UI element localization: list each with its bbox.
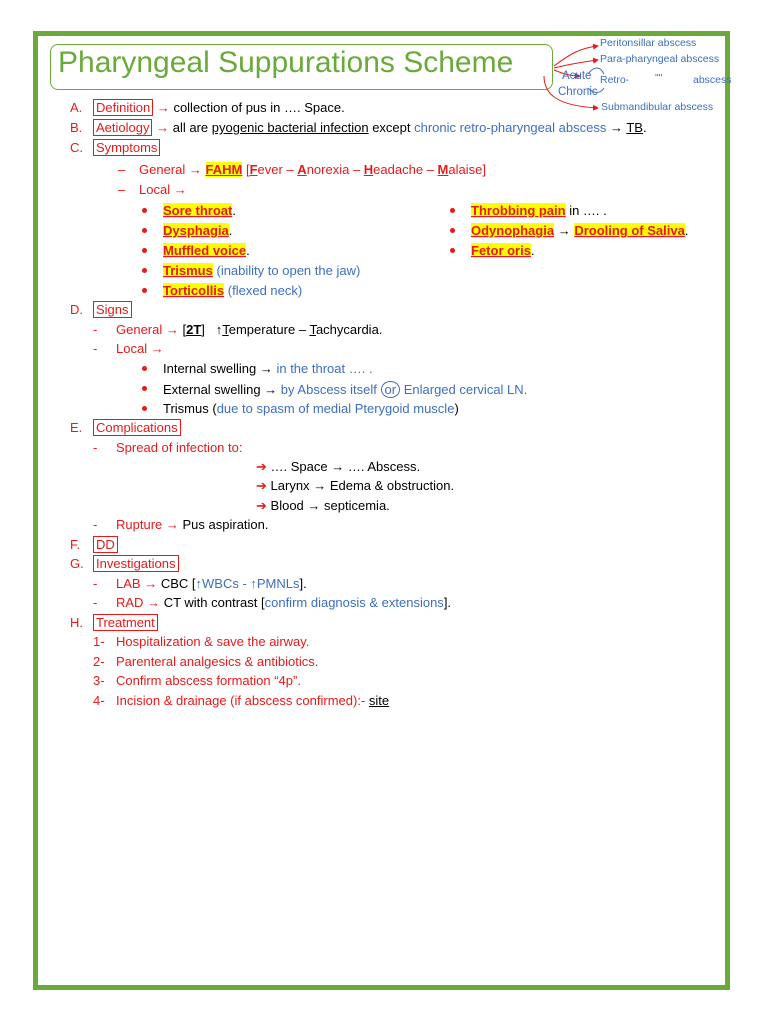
list-item: Incision & drainage (if abscess confirmed):- site <box>116 693 390 708</box>
list-number: 4- <box>93 693 105 708</box>
dash: - <box>93 440 98 455</box>
symptoms-local-row <box>139 182 187 197</box>
section-f-row <box>93 537 118 552</box>
dash: - <box>93 576 98 591</box>
bullet-icon <box>450 228 455 233</box>
list-item: Trismus (inability to open the jaw) <box>163 263 361 278</box>
page-title: Pharyngeal Suppurations Scheme <box>58 46 514 79</box>
fahm-highlight: FAHM <box>205 162 243 177</box>
arrow-icon: → <box>165 322 179 337</box>
local-label: Local <box>139 182 171 197</box>
list-item: ➔ …. Space → …. Abscess. <box>256 459 421 474</box>
signs-label: Signs <box>93 301 132 318</box>
arrow-icon: → <box>156 100 170 115</box>
section-b-letter: B. <box>70 120 83 135</box>
or-circle: or <box>381 381 401 398</box>
symptoms-general-row <box>139 162 486 177</box>
complications-label: Complications <box>93 419 181 436</box>
aetiology-label: Aetiology <box>93 119 152 136</box>
bullet-icon <box>142 208 147 213</box>
section-a-letter: A. <box>70 100 83 115</box>
list-item: Fetor oris. <box>471 243 535 258</box>
list-item: ➔ Larynx → Edema & obstruction. <box>256 478 455 493</box>
list-item: Odynophagia → Drooling of Saliva. <box>471 223 689 238</box>
dash: – <box>118 162 126 177</box>
list-item: External swelling → by Abscess itself or Enlarged cervical LN. <box>163 382 528 397</box>
list-number: 1- <box>93 634 105 649</box>
arrow-icon: → <box>173 182 187 197</box>
section-d-letter: D. <box>70 302 83 317</box>
two-t: 2T <box>186 322 202 337</box>
dash: - <box>93 341 98 356</box>
signs-local-row <box>116 341 164 356</box>
note-quotes: "" <box>655 72 663 84</box>
arrow-icon: → <box>150 341 164 356</box>
section-c-letter: C. <box>70 140 83 155</box>
bullet-icon <box>142 386 147 391</box>
aetiology-end: . <box>642 120 647 135</box>
section-h-row <box>93 615 158 630</box>
general-label: General <box>139 162 186 177</box>
section-f-letter: F. <box>70 537 81 552</box>
note-submandibular: Submandibular abscess <box>601 101 714 113</box>
aetiology-except: except <box>368 120 415 135</box>
list-item: Dysphagia. <box>163 223 233 238</box>
note-acute: Acute <box>562 70 592 82</box>
dd-label: DD <box>93 536 118 553</box>
fahm-expansion: [Fever – Anorexia – Headache – Malaise] <box>245 162 486 177</box>
section-a-row <box>93 100 345 115</box>
bullet-icon <box>142 228 147 233</box>
note-retro: Retro- <box>600 74 630 86</box>
bullet-icon <box>142 268 147 273</box>
aetiology-underline: pyogenic bacterial infection <box>211 120 369 135</box>
dash: – <box>118 182 126 197</box>
list-item: Internal swelling → in the throat …. . <box>163 361 373 376</box>
bullet-icon <box>450 208 455 213</box>
symptoms-label: Symptoms <box>93 139 160 156</box>
dash: - <box>93 517 98 532</box>
list-item: Torticollis (flexed neck) <box>163 283 303 298</box>
arrow-icon: → <box>609 120 623 135</box>
note-peritonsillar: Peritonsillar abscess <box>600 37 697 49</box>
note-abscess: abscess <box>693 74 732 86</box>
section-b-row <box>93 120 647 135</box>
list-item: Throbbing pain in …. . <box>471 203 607 218</box>
investigations-label: Investigations <box>93 555 179 572</box>
treatment-label: Treatment <box>93 614 158 631</box>
section-e-letter: E. <box>70 420 83 435</box>
lab-row: LAB → CBC [↑WBCs - ↑PMNLs]. <box>116 576 307 591</box>
note-chronic: Chronic <box>558 86 598 98</box>
signs-general-row: General → [2T] ↑Temperature – Tachycardia. <box>116 322 383 337</box>
list-item: Sore throat. <box>163 203 236 218</box>
section-g-row <box>93 556 179 571</box>
rad-row: RAD → CT with contrast [confirm diagnosis & extensions]. <box>116 595 452 610</box>
section-c-row <box>93 140 160 155</box>
aetiology-blue: chronic retro-pharyngeal abscess <box>414 120 607 135</box>
aetiology-text: all are <box>169 120 212 135</box>
section-d-row <box>93 302 132 317</box>
section-e-row <box>93 420 181 435</box>
bullet-icon <box>450 248 455 253</box>
section-h-letter: H. <box>70 615 83 630</box>
definition-text: collection of pus in …. Space. <box>169 100 345 115</box>
local-label: Local <box>116 341 148 356</box>
list-item: Trismus (due to spasm of medial Pterygoid muscle) <box>163 401 459 416</box>
list-item: ➔ Blood → septicemia. <box>256 498 390 513</box>
bullet-icon <box>142 366 147 371</box>
general-label: General <box>116 322 163 337</box>
dash: - <box>93 322 98 337</box>
bullet-icon <box>142 248 147 253</box>
note-parapharyngeal: Para-pharyngeal abscess <box>600 53 720 65</box>
list-number: 2- <box>93 654 105 669</box>
brace-icon <box>586 66 608 96</box>
aetiology-tb: TB <box>626 120 643 135</box>
list-item: Parenteral analgesics & antibiotics. <box>116 654 319 669</box>
bullet-icon <box>142 288 147 293</box>
rupture-row: Rupture → Pus aspiration. <box>116 517 269 532</box>
list-item: Confirm abscess formation “4p”. <box>116 673 301 688</box>
section-g-letter: G. <box>70 556 84 571</box>
bullet-icon <box>142 406 147 411</box>
dash: - <box>93 595 98 610</box>
arrow-icon: → <box>156 120 170 135</box>
arrow-icon: → <box>188 162 202 177</box>
list-number: 3- <box>93 673 105 688</box>
list-item: Muffled voice. <box>163 243 250 258</box>
definition-label: Definition <box>93 99 153 116</box>
spread-label: Spread of infection to: <box>116 440 243 455</box>
list-item: Hospitalization & save the airway. <box>116 634 310 649</box>
